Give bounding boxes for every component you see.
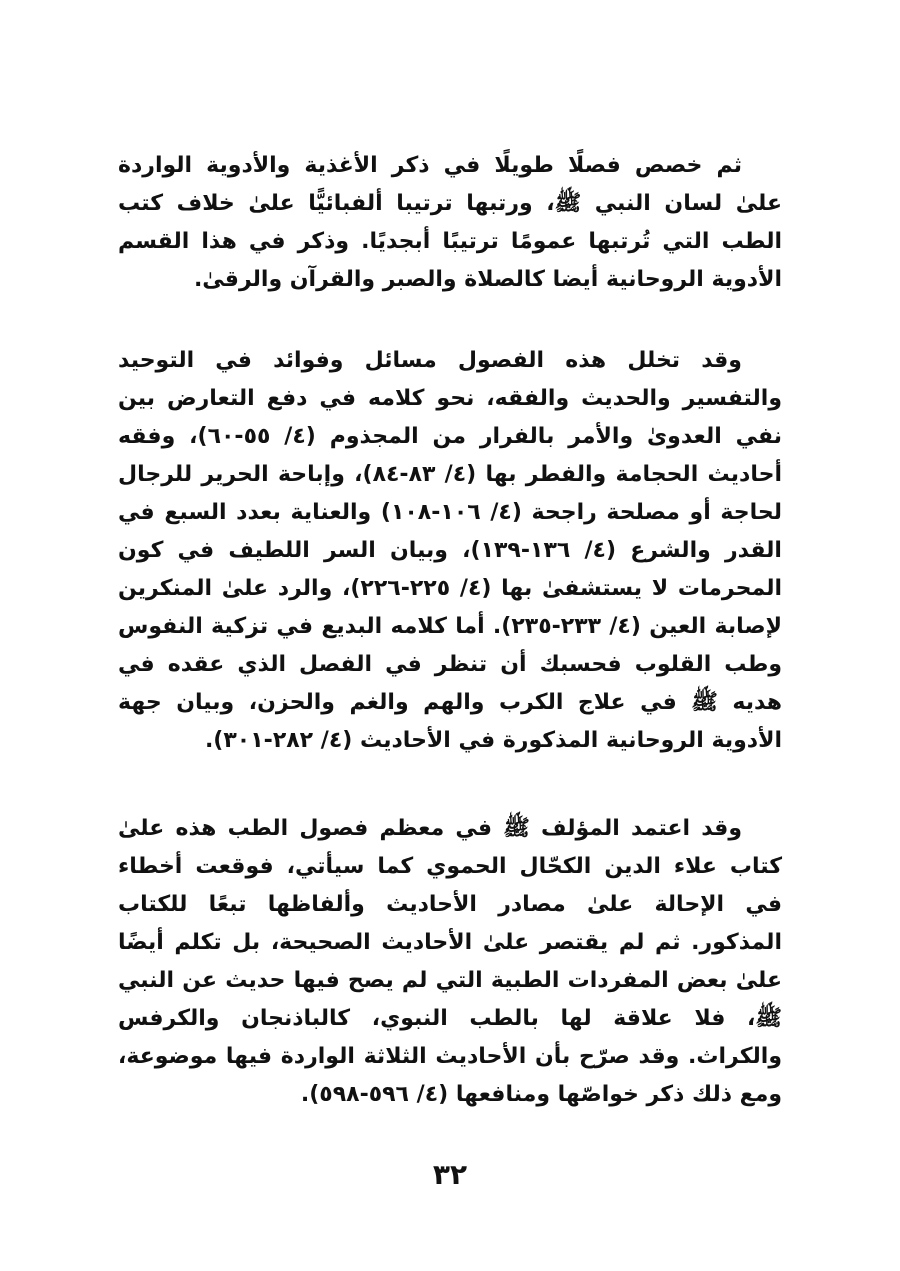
paragraph-1 <box>118 147 782 299</box>
paragraph-2 <box>118 342 782 760</box>
paragraph-text: ثم خصص فصلًا طويلًا في ذكر الأغذية والأدوية الواردة علىٰ لسان النبي ﷺ، ورتبها ترتيبا ألفبائيًّا علىٰ خلاف كتب الطب التي تُرتبها عمومًا ترتيبًا أبجديًا. وذكر في هذا القسم الأدوية الروحانية أيضا كالصلاة والصبر والقرآن والرقىٰ. <box>118 153 782 292</box>
paragraph-text: وقد تخلل هذه الفصول مسائل وفوائد في التوحيد والتفسير والحديث والفقه، نحو كلامه في دفع التعارض بين نفي العدوىٰ والأمر بالفرار من المجذوم (٤/ ٥٥-٦٠)، وفقه أحاديث الحجامة والفطر بها (٤/ ٨٣-٨٤)، وإباحة الحرير للرجال لحاجة أو مصلحة راجحة (٤/ ١٠٦-١٠٨) والعناية بعدد السبع في القدر والشرع (٤/ ١٣٦-١٣٩)، وبيان السر اللطيف في كون المحرمات لا يستشفىٰ بها (٤/ ٢٢٥-٢٢٦)، والرد علىٰ المنكرين لإصابة العين (٤/ ٢٣٣-٢٣٥). أما كلامه البديع في تزكية النفوس وطب القلوب فحسبك أن تنظر في الفصل الذي عقده في هديه ﷺ في علاج الكرب والهم والغم والحزن، وبيان جهة الأدوية الروحانية المذكورة في الأحاديث (٤/ ٢٨٢-٣٠١). <box>118 348 783 753</box>
paragraph-text: وقد اعتمد المؤلف ﷺ في معظم فصول الطب هذه علىٰ كتاب علاء الدين الكحّال الحموي كما سيأتي، فوقعت أخطاء في الإحالة علىٰ مصادر الأحاديث وألفاظها تبعًا للكتاب المذكور. ثم لم يقتصر علىٰ الأحاديث الصحيحة، بل تكلم أيضًا علىٰ بعض المفردات الطبية التي لم يصح فيها حديث عن النبي ﷺ، فلا علاقة لها بالطب النبوي، كالباذنجان والكرفس والكراث. وقد صرّح بأن الأحاديث الثلاثة الواردة فيها موضوعة، ومع ذلك ذكر خواصّها ومنافعها (٤/ ٥٩٦-٥٩٨). <box>118 816 782 1107</box>
page-number: ٣٢ <box>432 1158 468 1191</box>
paragraph-3 <box>118 810 782 1114</box>
